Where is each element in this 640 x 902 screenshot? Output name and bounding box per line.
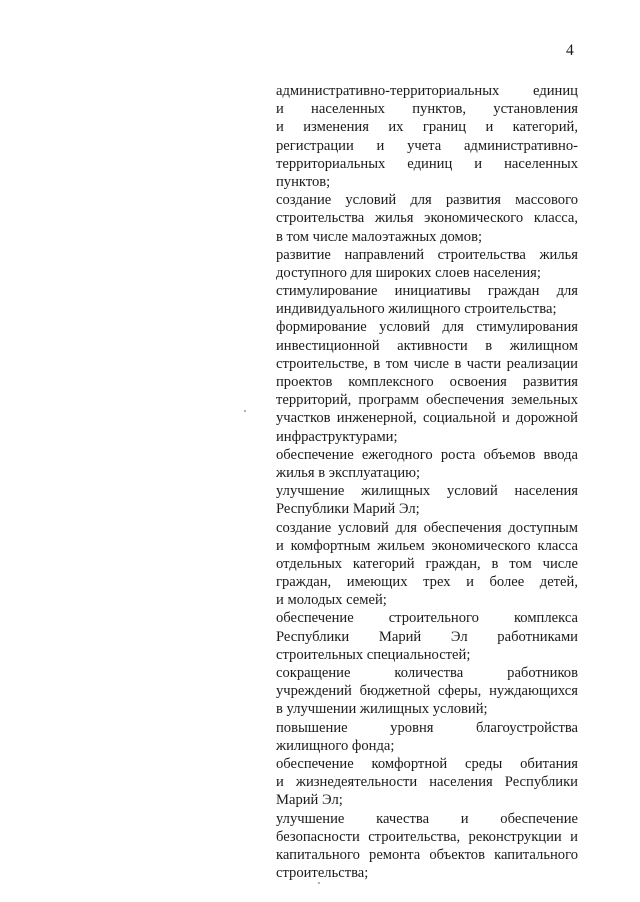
text-line: улучшение качества и обеспечение [276,810,578,827]
text-line: обеспечение ежегодного роста объемов ввода [276,446,578,463]
text-line: Марий Эл; [276,792,343,809]
text-line: доступного для широких слоев населения; [276,264,541,281]
text-line: участков инженерной, социальной и дорожной [276,410,578,427]
text-line: строительстве, в том числе в части реализации [276,355,578,372]
text-line: и населенных пунктов, установления [276,101,578,118]
text-line: безопасности строительства, реконструкции и [276,828,578,845]
text-line: улучшение жилищных условий населения [276,483,578,500]
scan-speck [244,410,246,412]
text-line: Республики Марий Эл работниками [276,628,578,645]
text-line: граждан, имеющих трех и более детей, [276,574,578,591]
text-line: жилищного фонда; [276,737,395,754]
text-line: и жизнедеятельности населения Республики [276,774,578,791]
text-line: инфраструктурами; [276,428,398,445]
page-number: 4 [566,42,574,59]
text-line: территорий, программ обеспечения земельных [276,392,578,409]
text-line: создание условий для обеспечения доступным [276,519,578,536]
text-line: учреждений бюджетной сферы, нуждающихся [276,683,578,700]
text-line: и изменения их границ и категорий, [276,119,578,136]
text-line: стимулирование инициативы граждан для [276,283,578,300]
text-line: жилья в эксплуатацию; [276,464,421,481]
text-line: строительства жилья экономического класса, [276,210,578,227]
text-line: инвестиционной активности в жилищном [276,337,578,354]
text-line: развитие направлений строительства жилья [276,246,578,263]
text-line: капитального ремонта объектов капитального [276,846,578,863]
text-line: индивидуального жилищного строительства; [276,301,557,318]
text-line: обеспечение комфортной среды обитания [276,755,578,772]
scan-speck [318,882,320,884]
body-text [276,82,578,882]
text-line: Республики Марий Эл; [276,501,420,518]
text-line: строительных специальностей; [276,646,471,663]
text-line: административно-территориальных единиц [276,83,578,99]
text-line: и комфортным жильем экономического класса [276,537,578,554]
text-line: формирование условий для стимулирования [276,319,578,336]
text-line: строительства; [276,865,369,882]
text-line: обеспечение строительного комплекса [276,610,578,627]
text-line: территориальных единиц и населенных [276,155,578,172]
text-line: сокращение количества работников [276,665,578,681]
text-line: регистрации и учета административно- [276,137,578,154]
text-line: пунктов; [276,173,331,190]
text-line: проектов комплексного освоения развития [276,374,578,390]
text-line: в улучшении жилищных условий; [276,701,488,718]
text-line: в том числе малоэтажных домов; [276,228,483,245]
text-line: отдельных категорий граждан, в том числе [276,555,578,572]
text-line: и молодых семей; [276,592,387,609]
text-line: повышение уровня благоустройства [276,719,578,736]
text-line: создание условий для развития массового [276,192,578,209]
